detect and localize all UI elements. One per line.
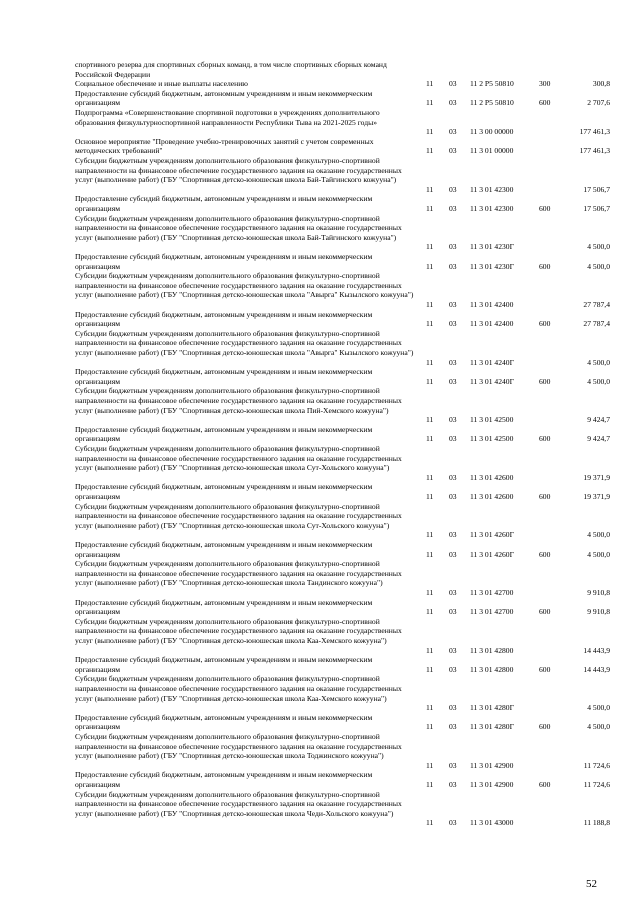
row-description: Предоставление субсидий бюджетным, автономным учреждениям и иным некоммерческим организациям bbox=[75, 88, 373, 108]
subsection-code: 03 bbox=[449, 242, 457, 252]
row-description: Субсидии бюджетным учреждениям дополнительного образования физкультурно-спортивной направленности на финансовое обеспечение государственного задания на оказание государственных услуг (выполнение работ) (ГБУ "Спортивная детско-юношеская школа Пий-Хемского кожууна") bbox=[75, 386, 402, 415]
subsection-code: 03 bbox=[449, 79, 457, 89]
row-description: Предоставление субсидий бюджетным, автономным учреждениям и иным некоммерческим организациям bbox=[75, 482, 373, 501]
row-description: Субсидии бюджетным учреждениям дополнительного образования физкультурно-спортивной направленности на финансовое обеспечение государственного задания на оказание государственных услуг (выполнение работ) (ГБУ "Спортивная детско-юношеская школа "Авырга" Кызылского кожууна") bbox=[75, 328, 414, 357]
target-article-code: 11 2 P5 50810 bbox=[470, 79, 514, 89]
section-code: 11 bbox=[426, 203, 434, 213]
row-description: Предоставление субсидий бюджетным, автономным учреждениям и иным некоммерческим организациям bbox=[75, 367, 373, 386]
amount: 27 787,4 bbox=[583, 319, 610, 329]
amount: 4 500,0 bbox=[587, 261, 610, 271]
subsection-code: 03 bbox=[449, 703, 457, 713]
row-description: Предоставление субсидий бюджетным, автономным учреждениям и иным некоммерческим организациям bbox=[75, 712, 373, 732]
section-code: 11 bbox=[426, 818, 434, 828]
section-code: 11 bbox=[426, 357, 434, 367]
row-description: Основное мероприятие "Проведение учебно-тренировочных занятий с учетом современных методических требований" bbox=[75, 136, 374, 156]
amount: 19 371,9 bbox=[583, 491, 610, 501]
amount: 11 724,6 bbox=[583, 760, 610, 770]
table-row bbox=[0, 425, 640, 444]
amount: 4 500,0 bbox=[587, 376, 610, 386]
subsection-code: 03 bbox=[449, 415, 457, 425]
row-description: Субсидии бюджетным учреждениям дополнительного образования физкультурно-спортивной направленности на финансовое обеспечение государственного задания на оказание государственных услуг (выполнение работ) (ГБУ "Спортивная детско-юношеская школа Бай-Тайгинского кожууна") bbox=[75, 156, 402, 185]
subsection-code: 03 bbox=[449, 779, 457, 789]
row-description: Предоставление субсидий бюджетным, автономным учреждениям и иным некоммерческим организациям bbox=[75, 597, 373, 617]
table-row bbox=[0, 214, 640, 252]
target-article-code: 11 3 01 42600 bbox=[470, 491, 514, 501]
row-description: Предоставление субсидий бюджетным, автономным учреждениям и иным некоммерческим организациям bbox=[75, 309, 373, 329]
target-article-code: 11 3 01 42400 bbox=[470, 299, 514, 309]
expense-type-code: 300 bbox=[539, 79, 551, 89]
target-article-code: 11 3 01 4240Г bbox=[470, 376, 514, 386]
section-code: 11 bbox=[426, 98, 434, 108]
amount: 11 724,6 bbox=[583, 779, 610, 789]
table-row bbox=[0, 194, 640, 213]
expense-type-code: 600 bbox=[539, 319, 551, 329]
table-row bbox=[0, 108, 640, 137]
subsection-code: 03 bbox=[449, 146, 457, 156]
subsection-code: 03 bbox=[449, 664, 457, 674]
table-row bbox=[0, 482, 640, 501]
section-code: 11 bbox=[426, 127, 434, 137]
target-article-code: 11 2 P5 50810 bbox=[470, 98, 514, 108]
target-article-code: 11 3 01 4280Г bbox=[470, 703, 514, 713]
target-article-code: 11 3 01 42800 bbox=[470, 645, 514, 655]
subsection-code: 03 bbox=[449, 434, 457, 444]
expense-type-code: 600 bbox=[539, 491, 551, 501]
section-code: 11 bbox=[426, 607, 434, 617]
section-code: 11 bbox=[426, 530, 434, 540]
section-code: 11 bbox=[426, 434, 434, 444]
target-article-code: 11 3 01 4240Г bbox=[470, 357, 514, 367]
row-description: Субсидии бюджетным учреждениям дополнительного образования физкультурно-спортивной направленности на финансовое обеспечение государственного задания на оказание государственных услуг (выполнение работ) (ГБУ "Спортивная детско-юношеская школа Сут-Хольского кожууна") bbox=[75, 501, 402, 530]
expense-type-code: 600 bbox=[539, 203, 551, 213]
target-article-code: 11 3 01 4230Г bbox=[470, 242, 514, 252]
expense-type-code: 600 bbox=[539, 664, 551, 674]
target-article-code: 11 3 01 43000 bbox=[470, 818, 514, 828]
subsection-code: 03 bbox=[449, 299, 457, 309]
table-row bbox=[0, 540, 640, 559]
section-code: 11 bbox=[426, 722, 434, 732]
expense-type-code: 600 bbox=[539, 607, 551, 617]
amount: 19 371,9 bbox=[583, 472, 610, 482]
amount: 4 500,0 bbox=[587, 722, 610, 732]
table-row bbox=[0, 598, 640, 617]
section-code: 11 bbox=[426, 415, 434, 425]
target-article-code: 11 3 01 42600 bbox=[470, 472, 514, 482]
table-row bbox=[0, 444, 640, 482]
section-code: 11 bbox=[426, 703, 434, 713]
table-row bbox=[0, 367, 640, 386]
target-article-code: 11 3 01 42300 bbox=[470, 184, 514, 194]
row-description: Субсидии бюджетным учреждениям дополнительного образования физкультурно-спортивной направленности на финансовое обеспечение государственного задания на оказание государственных услуг (выполнение работ) (ГБУ "Спортивная детско-юношеская школа Чеди-Хольского кожууна") bbox=[75, 789, 402, 818]
subsection-code: 03 bbox=[449, 645, 457, 655]
amount: 177 461,3 bbox=[579, 127, 610, 137]
amount: 14 443,9 bbox=[583, 664, 610, 674]
row-description: спортивного резерва для спортивных сборных команд, в том числе спортивных сборных команд Российской Федерации bbox=[75, 60, 387, 79]
row-description: Предоставление субсидий бюджетным, автономным учреждениям и иным некоммерческим организациям bbox=[75, 540, 373, 559]
amount: 4 500,0 bbox=[587, 357, 610, 367]
amount: 4 500,0 bbox=[587, 703, 610, 713]
amount: 14 443,9 bbox=[583, 645, 610, 655]
amount: 4 500,0 bbox=[587, 530, 610, 540]
row-description: Субсидии бюджетным учреждениям дополнительного образования физкультурно-спортивной направленности на финансовое обеспечение государственного задания на оказание государственных услуг (выполнение работ) (ГБУ "Спортивная детско-юношеская школа Тандинского кожууна") bbox=[75, 559, 402, 588]
row-description: Подпрограмма «Совершенствование спортивной подготовки в учреждениях дополнительного образования физкультурноспортивной направленности Республики Тыва на 2021-2025 годы» bbox=[75, 108, 380, 127]
expense-type-code: 600 bbox=[539, 722, 551, 732]
table-row bbox=[0, 732, 640, 770]
table-row bbox=[0, 617, 640, 655]
target-article-code: 11 3 01 00000 bbox=[470, 146, 514, 156]
table-row bbox=[0, 252, 640, 271]
section-code: 11 bbox=[426, 491, 434, 501]
amount: 4 500,0 bbox=[587, 549, 610, 559]
subsection-code: 03 bbox=[449, 549, 457, 559]
section-code: 11 bbox=[426, 146, 434, 156]
row-description: Субсидии бюджетным учреждениям дополнительного образования физкультурно-спортивной направленности на финансовое обеспечение государственного задания на оказание государственных услуг (выполнение работ) (ГБУ "Спортивная детско-юношеская школа Тоджинского кожууна") bbox=[75, 732, 402, 761]
subsection-code: 03 bbox=[449, 760, 457, 770]
table-row bbox=[0, 79, 640, 89]
row-description: Предоставление субсидий бюджетным, автономным учреждениям и иным некоммерческим организациям bbox=[75, 655, 373, 674]
amount: 9 424,7 bbox=[587, 434, 610, 444]
amount: 17 506,7 bbox=[583, 203, 610, 213]
table-row bbox=[0, 713, 640, 732]
target-article-code: 11 3 01 42900 bbox=[470, 779, 514, 789]
subsection-code: 03 bbox=[449, 722, 457, 732]
subsection-code: 03 bbox=[449, 98, 457, 108]
table-row bbox=[0, 89, 640, 108]
amount: 4 500,0 bbox=[587, 242, 610, 252]
target-article-code: 11 3 01 4280Г bbox=[470, 722, 514, 732]
target-article-code: 11 3 01 42800 bbox=[470, 664, 514, 674]
table-row bbox=[0, 655, 640, 674]
target-article-code: 11 3 01 42700 bbox=[470, 607, 514, 617]
amount: 300,8 bbox=[592, 79, 610, 89]
amount: 2 707,6 bbox=[587, 98, 610, 108]
table-row bbox=[0, 137, 640, 156]
subsection-code: 03 bbox=[449, 472, 457, 482]
table-row bbox=[0, 271, 640, 309]
section-code: 11 bbox=[426, 376, 434, 386]
page-number: 52 bbox=[586, 878, 597, 890]
section-code: 11 bbox=[426, 587, 434, 597]
section-code: 11 bbox=[426, 261, 434, 271]
expense-type-code: 600 bbox=[539, 261, 551, 271]
subsection-code: 03 bbox=[449, 530, 457, 540]
table-row bbox=[0, 502, 640, 540]
amount: 17 506,7 bbox=[583, 184, 610, 194]
section-code: 11 bbox=[426, 184, 434, 194]
table-row bbox=[0, 559, 640, 597]
section-code: 11 bbox=[426, 319, 434, 329]
target-article-code: 11 3 01 42500 bbox=[470, 434, 514, 444]
table-row bbox=[0, 60, 640, 79]
expense-type-code: 600 bbox=[539, 549, 551, 559]
table-row bbox=[0, 674, 640, 712]
subsection-code: 03 bbox=[449, 607, 457, 617]
table-row bbox=[0, 310, 640, 329]
subsection-code: 03 bbox=[449, 319, 457, 329]
section-code: 11 bbox=[426, 664, 434, 674]
target-article-code: 11 3 01 42400 bbox=[470, 319, 514, 329]
section-code: 11 bbox=[426, 760, 434, 770]
expense-type-code: 600 bbox=[539, 434, 551, 444]
table-row bbox=[0, 329, 640, 367]
section-code: 11 bbox=[426, 472, 434, 482]
subsection-code: 03 bbox=[449, 184, 457, 194]
amount: 9 910,8 bbox=[587, 607, 610, 617]
subsection-code: 03 bbox=[449, 203, 457, 213]
subsection-code: 03 bbox=[449, 127, 457, 137]
expense-type-code: 600 bbox=[539, 376, 551, 386]
target-article-code: 11 3 01 4260Г bbox=[470, 530, 514, 540]
subsection-code: 03 bbox=[449, 376, 457, 386]
row-description: Субсидии бюджетным учреждениям дополнительного образования физкультурно-спортивной направленности на финансовое обеспечение государственного задания на оказание государственных услуг (выполнение работ) (ГБУ "Спортивная детско-юношеская школа Бай-Тайгинского кожууна") bbox=[75, 213, 402, 242]
table-row bbox=[0, 770, 640, 789]
target-article-code: 11 3 01 42700 bbox=[470, 587, 514, 597]
target-article-code: 11 3 00 00000 bbox=[470, 127, 514, 137]
section-code: 11 bbox=[426, 779, 434, 789]
subsection-code: 03 bbox=[449, 587, 457, 597]
target-article-code: 11 3 01 42300 bbox=[470, 203, 514, 213]
target-article-code: 11 3 01 4230Г bbox=[470, 261, 514, 271]
amount: 11 188,8 bbox=[583, 818, 610, 828]
row-description: Субсидии бюджетным учреждениям дополнительного образования физкультурно-спортивной направленности на финансовое обеспечение государственного задания на оказание государственных услуг (выполнение работ) (ГБУ "Спортивная детско-юношеская школа Сут-Хольского кожууна") bbox=[75, 444, 402, 473]
expense-type-code: 600 bbox=[539, 779, 551, 789]
subsection-code: 03 bbox=[449, 818, 457, 828]
row-description: Субсидии бюджетным учреждениям дополнительного образования физкультурно-спортивной направленности на финансовое обеспечение государственного задания на оказание государственных услуг (выполнение работ) (ГБУ "Спортивная детско-юношеская школа Каа-Хемского кожууна") bbox=[75, 616, 402, 645]
row-description: Субсидии бюджетным учреждениям дополнительного образования физкультурно-спортивной направленности на финансовое обеспечение государственного задания на оказание государственных услуг (выполнение работ) (ГБУ "Спортивная детско-юношеская школа "Авырга" Кызылского кожууна") bbox=[75, 271, 414, 300]
row-description: Социальное обеспечение и иные выплаты населению bbox=[75, 79, 248, 89]
row-description: Предоставление субсидий бюджетным, автономным учреждениям и иным некоммерческим организациям bbox=[75, 424, 373, 444]
row-description: Предоставление субсидий бюджетным, автономным учреждениям и иным некоммерческим организациям bbox=[75, 252, 373, 271]
amount: 9 910,8 bbox=[587, 587, 610, 597]
row-description: Предоставление субсидий бюджетным, автономным учреждениям и иным некоммерческим организациям bbox=[75, 194, 373, 213]
amount: 27 787,4 bbox=[583, 299, 610, 309]
section-code: 11 bbox=[426, 242, 434, 252]
target-article-code: 11 3 01 42500 bbox=[470, 415, 514, 425]
section-code: 11 bbox=[426, 645, 434, 655]
subsection-code: 03 bbox=[449, 261, 457, 271]
row-description: Предоставление субсидий бюджетным, автономным учреждениям и иным некоммерческим организациям bbox=[75, 770, 373, 789]
row-description: Субсидии бюджетным учреждениям дополнительного образования физкультурно-спортивной направленности на финансовое обеспечение государственного задания на оказание государственных услуг (выполнение работ) (ГБУ "Спортивная детско-юношеская школа Каа-Хемского кожууна") bbox=[75, 674, 402, 703]
section-code: 11 bbox=[426, 549, 434, 559]
section-code: 11 bbox=[426, 299, 434, 309]
target-article-code: 11 3 01 4260Г bbox=[470, 549, 514, 559]
table-row bbox=[0, 386, 640, 424]
table-row bbox=[0, 156, 640, 194]
subsection-code: 03 bbox=[449, 357, 457, 367]
amount: 9 424,7 bbox=[587, 415, 610, 425]
section-code: 11 bbox=[426, 79, 434, 89]
subsection-code: 03 bbox=[449, 491, 457, 501]
target-article-code: 11 3 01 42900 bbox=[470, 760, 514, 770]
table-row bbox=[0, 790, 640, 828]
expense-type-code: 600 bbox=[539, 98, 551, 108]
amount: 177 461,3 bbox=[579, 146, 610, 156]
